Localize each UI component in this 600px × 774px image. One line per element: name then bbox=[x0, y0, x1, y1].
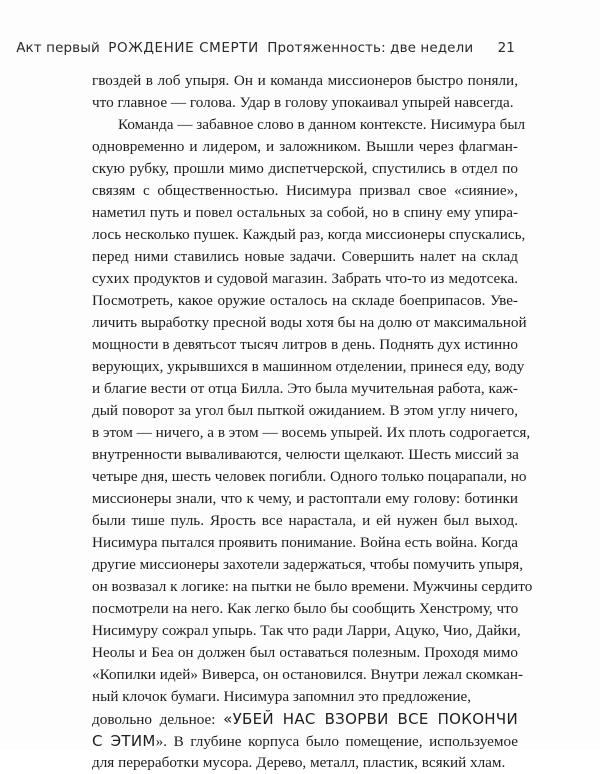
text-line: одновременно и лидером, и заложником. Вышли через флагман- bbox=[92, 138, 518, 155]
quote-lead: довольно дельное: bbox=[92, 711, 216, 728]
text-line: лось несколько пушек. Каждый раз, когда миссионеры спускались, bbox=[92, 226, 526, 243]
quote-line bbox=[92, 730, 518, 752]
text-line: перед ними ставились новые задачи. Совершить налет на склад bbox=[92, 248, 518, 265]
text-line: мощности в девятьсот тысяч литров в день. Поднять дух истинно bbox=[92, 336, 518, 353]
text-line: что главное — голова. Удар в голову упокаивал упырей навсегда. bbox=[92, 94, 514, 111]
quote-caps: «УБЕЙ НАС ВЗОРВИ ВСЕ ПОКОНЧИ bbox=[223, 710, 518, 728]
text-fragment: В глубине корпуса было помещение, используемое bbox=[173, 733, 518, 750]
section-subtitle: Протяженность: две недели bbox=[267, 40, 474, 56]
text-line: для переработки мусора. Дерево, металл, пластик, всякий хлам. bbox=[92, 754, 506, 771]
text-line: Нисимура пытался проявить понимание. Война есть война. Когда bbox=[92, 534, 518, 551]
body-text bbox=[92, 70, 533, 774]
text-line: были тише пуль. Ярость все нарастала, и ей нужен был выход. bbox=[92, 512, 518, 529]
quote-close: ». bbox=[155, 733, 168, 750]
running-head bbox=[16, 40, 515, 56]
text-line: верующих, укрывшихся в машинном отделении, принеся еду, воду bbox=[92, 358, 525, 375]
text-line: он возвазал к логике: на пытки не было времени. Мужчины сердито bbox=[92, 578, 533, 595]
text-line: личить выработку пресной воды хотя бы на долю от максимальной bbox=[92, 314, 527, 331]
text-line: и благие вести от отца Билла. Это была мучительная работа, каж- bbox=[92, 380, 518, 397]
section-title: РОЖДЕНИЕ СМЕРТИ bbox=[108, 40, 259, 56]
quote-line bbox=[92, 708, 518, 730]
text-line: Посмотреть, какое оружие осталось на складе боеприпасов. Уве- bbox=[92, 292, 518, 309]
text-line: наметил путь и повел остальных за собой, но в спину ему упира- bbox=[92, 204, 518, 221]
part-title: Акт первый bbox=[16, 40, 100, 56]
text-line: «Копилки идей» Виверса, он остановился. Внутри лежал скомкан- bbox=[92, 666, 524, 683]
text-line: Нисимуру сожрал упырь. Так что ради Ларри, Ацуко, Чио, Дайки, bbox=[92, 622, 521, 639]
text-line: гвоздей в лоб упыря. Он и команда миссионеров быстро поняли, bbox=[92, 72, 518, 89]
page-number: 21 bbox=[497, 40, 515, 56]
text-line: четыре дня, шесть человек погибли. Одного только поцарапали, но bbox=[92, 468, 527, 485]
text-line: в этом — ничего, а в этом — восемь упырей. Их плоть содрогается, bbox=[92, 424, 531, 441]
quote-caps-end: С ЭТИМ bbox=[92, 732, 156, 750]
text-line: посмотрели на него. Как легко было бы сообщить Хенстрому, что bbox=[92, 600, 519, 617]
text-line: миссионеры знали, что к чему, и растоптали ему голову: ботинки bbox=[92, 490, 518, 507]
text-line: ный клочок бумаги. Нисимура запомнил это предложение, bbox=[92, 688, 472, 705]
text-line: другие миссионеры захотели задержаться, чтобы помучить упыря, bbox=[92, 556, 524, 573]
text-line: дый поворот за угол был пыткой ожиданием. В этом углу ничего, bbox=[92, 402, 518, 419]
text-line: скую рубку, прошли мимо диспетчерской, спустились в отдел по bbox=[92, 160, 518, 177]
text-line: внутренности вываливаются, челюсти щелкают. Шесть миссий за bbox=[92, 446, 519, 463]
paragraph-start-line: Команда — забавное слово в данном контексте. Нисимура был bbox=[118, 116, 526, 133]
text-line: связям с общественностью. Нисимура призвал свое «сияние», bbox=[92, 182, 518, 199]
text-line: Неолы и Беа он должен был оставаться полезным. Проходя мимо bbox=[92, 644, 518, 661]
text-line: сухих продуктов и судовой магазин. Забрать что-то из медотсека. bbox=[92, 270, 518, 287]
